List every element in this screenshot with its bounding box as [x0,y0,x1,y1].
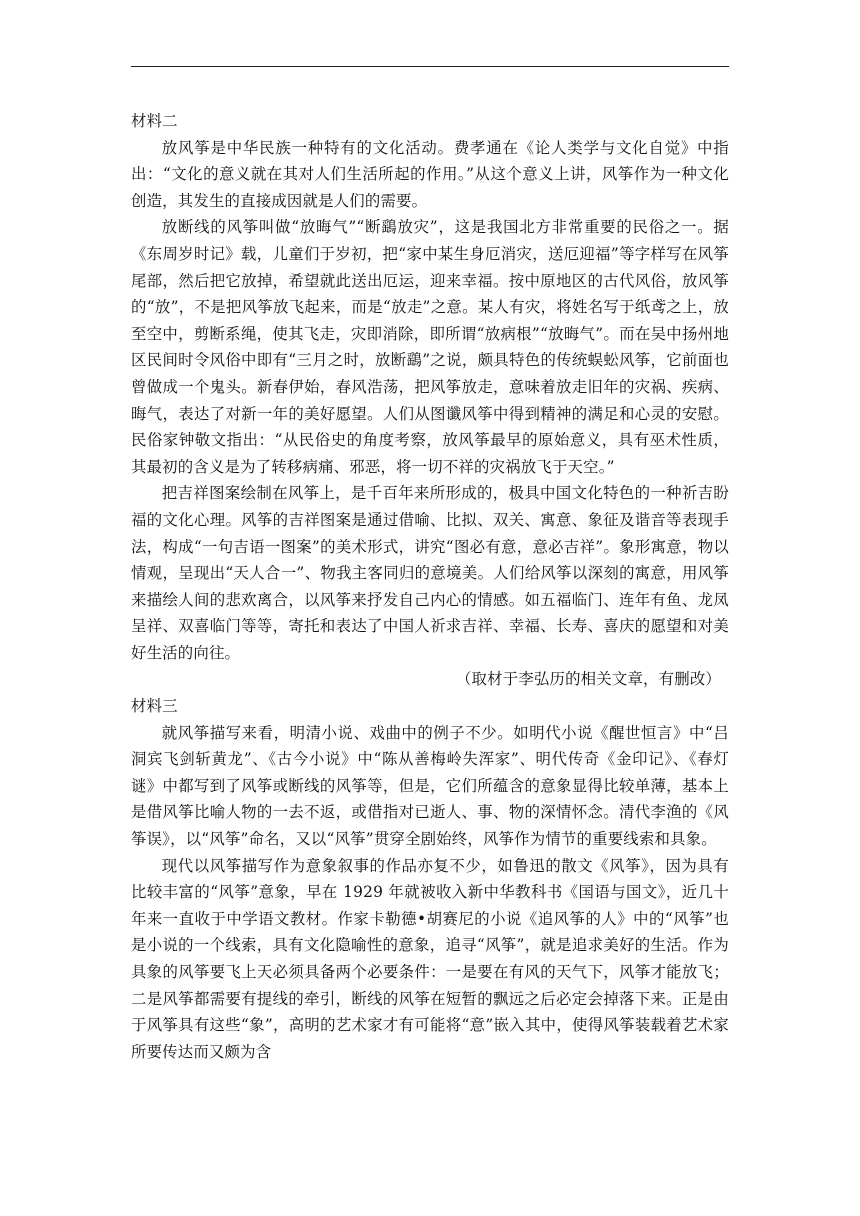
material-three-paragraph-2: 现代以风筝描写作为意象叙事的作品亦复不少，如鲁迅的散文《风筝》，因为具有比较丰富的“风筝”意象，早在 1929 年就被收入新中华教科书《国语与国文》，近几十年来一直收于中学语文教材。作家卡勒德•胡赛尼的小说《追风筝的人》中的“风筝”也是小说的一个线索，具有文化隐喻性的意象，追寻“风筝”，就是追求美好的生活。作为具象的风筝要飞上天必须具备两个必要条件：一是要在有风的天气下，风筝才能放飞；二是风筝都需要有提线的牵引，断线的风筝在短暂的飘远之后必定会掉落下来。正是由于风筝具有这些“象”，高明的艺术家才有可能将“意”嵌入其中，使得风筝装载着艺术家所要传达而又颇为含 [131,856,729,1061]
material-two-source: （取材于李弘历的相关文章，有删改） [455,670,721,689]
material-two-paragraph-1: 放风筝是中华民族一种特有的文化活动。费孝通在《论人类学与文化自觉》中指出：“文化的意义就在其对人们生活所起的作用。”从这个意义上讲，风筝作为一种文化创造，其发生的直接成因就是人们的需要。 [131,138,729,210]
material-three-paragraph-1: 就风筝描写来看，明清小说、戏曲中的例子不少。如明代小说《醒世恒言》中“吕洞宾飞剑斩黄龙”、《古今小说》中“陈从善梅岭失浑家”、明代传奇《金印记》、《春灯谜》中都写到了风筝或断线的风筝等，但是，它们所蕴含的意象显得比较单薄，基本上是借风筝比喻人物的一去不返，或借指对已逝人、事、物的深情怀念。清代李渔的《风筝误》，以“风筝”命名，又以“风筝”贯穿全剧始终，风筝作为情节的重要线索和具象。 [131,723,729,849]
document-body [131,108,729,1065]
material-two-paragraph-3: 把吉祥图案绘制在风筝上，是千百年来所形成的，极具中国文化特色的一种祈吉盼福的文化心理。风筝的吉祥图案是通过借喻、比拟、双关、寓意、象征及谐音等表现手法，构成“一句吉语一图案”的美术形式，讲究“图必有意，意必吉祥”。象形寓意，物以情观，呈现出“天人合一”、物我主客同归的意境美。人们给风筝以深刻的寓意，用风筝来描绘人间的悲欢离合，以风筝来抒发自己内心的情感。如五福临门、连年有鱼、龙凤呈祥、双喜临门等等，寄托和表达了中国人祈求吉祥、幸福、长寿、喜庆的愿望和对美好生活的向往。 [131,484,729,662]
material-two-heading: 材料二 [131,112,178,130]
material-two-paragraph-2: 放断线的风筝叫做“放晦气”“断鷂放灾”，这是我国北方非常重要的民俗之一。据 《东周岁时记》载，儿童们于岁初，把“家中某生身厄消灾，送厄迎福”等字样写在风筝尾部，然后把它放掉，希望就此送出厄运，迎来幸福。按中原地区的古代风俗，放风筝的“放”，不是把风筝放飞起来，而是“放走”之意。某人有灾，将姓名写于纸鸢之上，放至空中，剪断系绳，使其飞走，灾即消除，即所谓“放病根”“放晦气”。而在吴中扬州地区民间时令风俗中即有“三月之时，放断鷂”之说，颇具特色的传统蜈蚣风筝，它前面也曾做成一个鬼头。新春伊始，春风浩荡，把风筝放走，意味着放走旧年的灾祸、疾病、晦气，表达了对新一年的美好愿望。人们从图谶风筝中得到精神的满足和心灵的安慰。民俗家钟敬文指出：“从民俗史的角度考察，放风筝最早的原始意义，具有巫术性质，其最初的含义是为了转移病痛、邪恶，将一切不祥的灾祸放飞于天空。” [131,218,729,476]
header-rule [131,66,729,67]
material-three-heading: 材料三 [131,697,178,716]
